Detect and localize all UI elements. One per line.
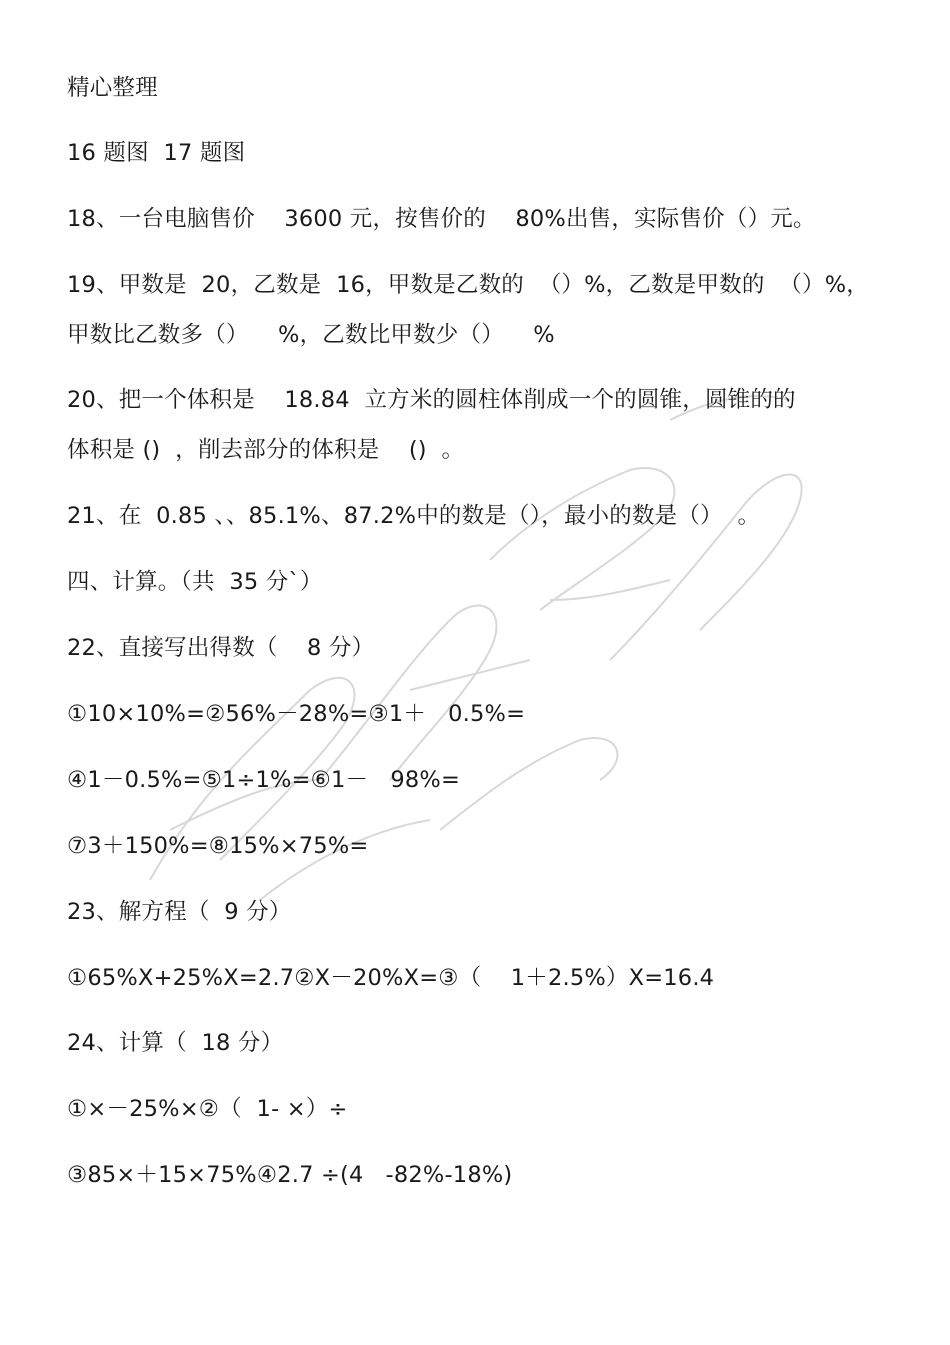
question-21: 21、在 0.85 、、85.1%、87.2%中的数是（），最小的数是（） 。 bbox=[67, 503, 761, 529]
question-23-row-1: ①65%X+25%X=2.7②X－20%X=③（ 1＋2.5%）X=16.4 bbox=[67, 965, 715, 991]
figure-caption: 16 题图 17 题图 bbox=[67, 140, 246, 166]
question-22-row-2: ④1－0.5%=⑤1÷1%=⑥1－ 98%= bbox=[67, 767, 460, 793]
question-23-title: 23、解方程（ 9 分） bbox=[67, 899, 292, 925]
question-24-row-2: ③85×＋15×75%④2.7 ÷(4 -82%-18%) bbox=[67, 1162, 513, 1188]
question-19-line-2: 甲数比乙数多（） %，乙数比甲数少（） % bbox=[67, 322, 555, 348]
question-20-line-2: 体积是 () ，削去部分的体积是 () 。 bbox=[67, 437, 465, 463]
question-22-row-3: ⑦3＋150%=⑧15%×75%= bbox=[67, 833, 369, 859]
question-22-title: 22、直接写出得数（ 8 分） bbox=[67, 635, 375, 661]
question-20-line-1: 20、把一个体积是 18.84 立方米的圆柱体削成一个的圆锥，圆锥的的 bbox=[67, 387, 796, 413]
page-title: 精心整理 bbox=[67, 75, 158, 101]
question-19-line-1: 19、甲数是 20，乙数是 16，甲数是乙数的 （）%，乙数是甲数的 （）%， bbox=[67, 272, 869, 298]
question-22-row-1: ①10×10%=②56%－28%=③1＋ 0.5%= bbox=[67, 701, 526, 727]
section-4-heading: 四、计算。（共 35 分`） bbox=[67, 569, 323, 595]
question-18: 18、一台电脑售价 3600 元，按售价的 80%出售，实际售价（）元。 bbox=[67, 206, 816, 232]
question-24-row-1: ①×－25%×②（ 1- ×）÷ bbox=[67, 1096, 348, 1122]
question-24-title: 24、计算（ 18 分） bbox=[67, 1030, 284, 1056]
